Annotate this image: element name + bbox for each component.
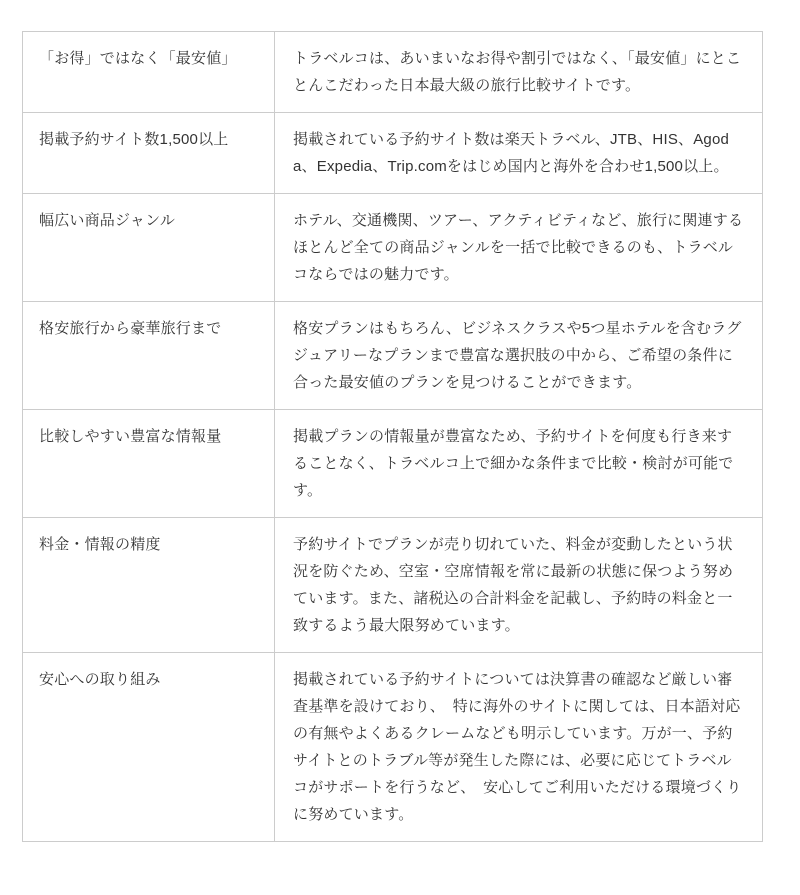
table-row bbox=[23, 32, 763, 113]
feature-label: 掲載予約サイト数1,500以上 bbox=[23, 113, 275, 194]
feature-description: トラベルコは、あいまいなお得や割引ではなく、「最安値」にとことんこだわった日本最大級の旅行比較サイトです。 bbox=[275, 32, 763, 113]
table-row bbox=[23, 194, 763, 302]
table-row bbox=[23, 653, 763, 842]
feature-label: 安心への取り組み bbox=[23, 653, 275, 842]
table-row bbox=[23, 410, 763, 518]
feature-description: 格安プランはもちろん、ビジネスクラスや5つ星ホテルを含むラグジュアリーなプランまで豊富な選択肢の中から、ご希望の条件に合った最安値のプランを見つけることができます。 bbox=[275, 302, 763, 410]
feature-description: 掲載されている予約サイトについては決算書の確認など厳しい審査基準を設けており、 特に海外のサイトに関しては、日本語対応の有無やよくあるクレームなども明示しています。万が一、予約サイトとのトラブル等が発生した際には、必要に応じてトラベルコがサポートを行うなど、 安心してご利用いただける環境づくりに努めています。 bbox=[275, 653, 763, 842]
feature-label: 料金・情報の精度 bbox=[23, 518, 275, 653]
feature-label: 格安旅行から豪華旅行まで bbox=[23, 302, 275, 410]
feature-label: 「お得」ではなく「最安値」 bbox=[23, 32, 275, 113]
feature-label: 幅広い商品ジャンル bbox=[23, 194, 275, 302]
table-row bbox=[23, 302, 763, 410]
feature-description: 予約サイトでプランが売り切れていた、料金が変動したという状況を防ぐため、空室・空席情報を常に最新の状態に保つよう努めています。また、諸税込の合計料金を記載し、予約時の料金と一致するよう最大限努めています。 bbox=[275, 518, 763, 653]
feature-description: 掲載されている予約サイト数は楽天トラベル、JTB、HIS、Agoda、Expedia、Trip.comをはじめ国内と海外を合わせ1,500以上。 bbox=[275, 113, 763, 194]
feature-label: 比較しやすい豊富な情報量 bbox=[23, 410, 275, 518]
feature-description: ホテル、交通機関、ツアー、アクティビティなど、旅行に関連するほとんど全ての商品ジャンルを一括で比較できるのも、トラベルコならではの魅力です。 bbox=[275, 194, 763, 302]
table-row bbox=[23, 113, 763, 194]
table-row bbox=[23, 518, 763, 653]
feature-description: 掲載プランの情報量が豊富なため、予約サイトを何度も行き来することなく、トラベルコ上で細かな条件まで比較・検討が可能です。 bbox=[275, 410, 763, 518]
features-table bbox=[22, 31, 763, 842]
